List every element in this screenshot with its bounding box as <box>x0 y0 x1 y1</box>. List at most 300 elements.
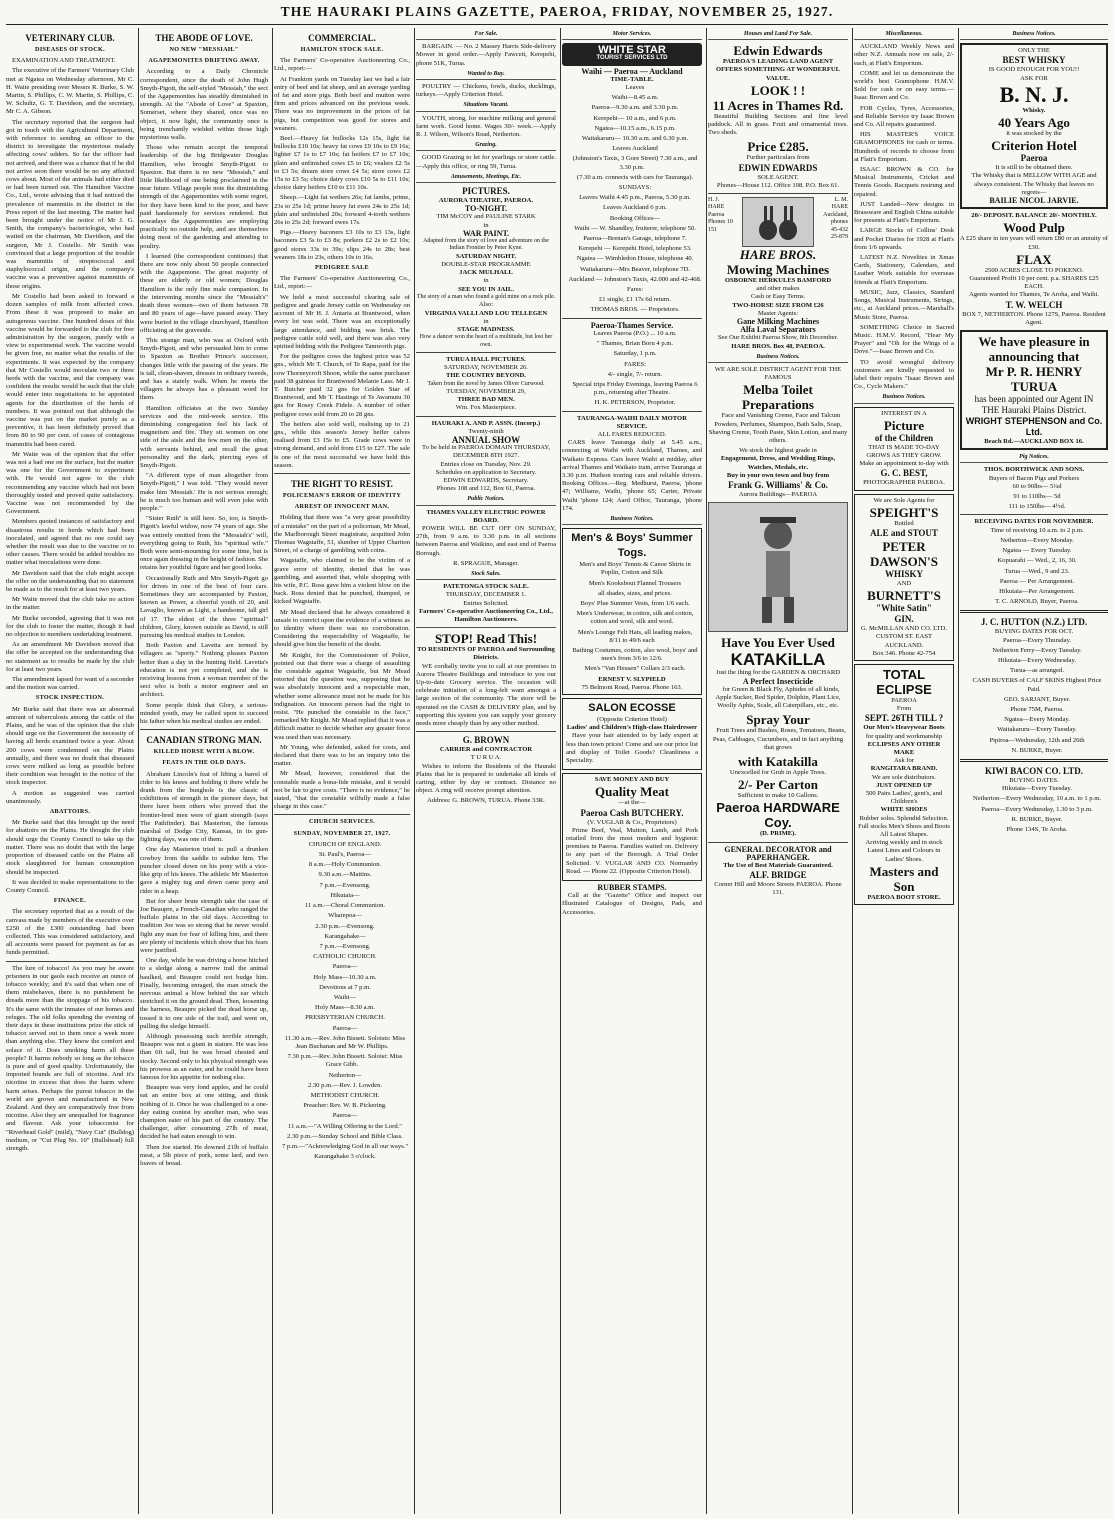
ad-line: It is still to be obtained there. <box>995 164 1073 172</box>
carton: 2/- Per Carton <box>738 777 818 793</box>
show-edition: Twenty-ninth <box>468 427 504 435</box>
article-title: VETERINARY CLUB. <box>25 33 115 43</box>
kiwi-buying: BUYING DATES. <box>1009 776 1059 784</box>
buying-line: Netherton—Every Wednesday, 10 a.m. to 1 p.m. <box>972 795 1102 803</box>
paragraph: Then Joe started. He downed 21lb of buffalo meat, a 5lb piece of pork, some lard, and two loaves of bread. <box>140 1143 268 1167</box>
ad-line: Boys' Plue Summer Vests, from 1/6 each. <box>580 599 690 607</box>
column-classifieds <box>416 28 561 1514</box>
section-label: Situations Vacant. <box>416 101 556 111</box>
ad-title: "White Satin" <box>876 603 932 614</box>
show-date: To be held in PAEROA DOMAIN THURSDAY, DECEMBER 8TH 1927. <box>422 444 550 460</box>
paragraph: The heifers also sold well, realising up to 21 gns., while this season's Jersey heifer calves realised from £3 15s to £5. Grade cows were in strong demand, and sold from £15 to £27. The sale is one of the most successful we have held this season. <box>274 420 410 469</box>
timetable-line: Booking Offices— <box>609 214 661 222</box>
timetable-line: Kerepehi— 10 a.m., and 6 p.m. <box>593 114 677 122</box>
ad-line: Whisky. <box>1022 106 1046 114</box>
timetable-line: THOMAS BROS. — Proprietors. <box>590 306 680 314</box>
cast: VIRGINIA VALLI AND LOU TELLEGEN <box>424 309 548 317</box>
church-line: Preacher: Rev. W. B. Pickering. <box>303 1102 387 1110</box>
paragraph: I learned (the correspondent continues) that there are now only about 50 people connected with the Agapemone. The great majority of these are elderly or old women; Douglas Hamilton is the only fine male companion. In the intervening months since the "Messiah's" death three women—two of them between 78 and 80 years of age—have passed away. They were buried in the village churchyard, Hamilton officiating at the graveside. <box>140 252 268 334</box>
gane: Gane Milking Machines <box>736 317 820 327</box>
route: Waihi — Paeroa — Auckland <box>581 66 683 76</box>
flax-text: 2500 ACRES CLOSE TO POKENO. <box>984 266 1084 274</box>
column-land <box>708 28 853 1514</box>
agent-sub: PAEROA'S LEADING LAND AGENT <box>722 58 834 66</box>
divider <box>416 731 556 732</box>
paragraph: At Frankton yards on Tuesday last we had a fair entry of beef and fat sheep, and an average yarding of fat and store pigs. Both beef and mutton were firm and prices advanced on the previous week. There was no improvement in the prices of fat pigs, but competition was good for stores and weaners. <box>274 75 410 132</box>
misc-item: LATEST N.Z. Novelties in Xmas Cards, Stationery, Calendars, and Leather Work suitable for overseas friends at Flatt's Emporium. <box>854 254 954 286</box>
church-line: Paeroa— <box>332 1112 358 1120</box>
offer: OFFERS SOMETHING AT WONDERFUL VALUE. <box>715 66 841 82</box>
ad-title: PETER DAWSON'S <box>870 538 938 569</box>
section-heading: FINANCE. <box>53 897 87 905</box>
ad-title: BEST WHISKY <box>1002 55 1066 66</box>
ad-line: Men's Lounge Felt Hats, all leading makes, 8/11 to 49/6 each <box>577 628 693 644</box>
show-secretary: EDWIN EDWARDS, Secretary. <box>443 476 529 484</box>
ad-title: Men's & Boys' Summer Togs. <box>571 532 693 560</box>
rubber-text: Call at the "Gazette" Office and inspect our Illustrated Catalogue of Designs, Pads, and Accessories. <box>562 892 702 916</box>
tobacco-ad: The lure of tobacco! As you may be aware prisoners in our gaols each receive an ounce of tobacco weekly; and it's said that when one of them misbehaves, there is no punishment he dreads more than the stoppage of his tobacco. It's the same with the inmates of our homes and refuges. The old folks spending the evening of their days in these institutions prize the stick of tobacco served out to them once a week more than anything else. They know the comfort and solace of it. Does smoking harm all these people? It harms nobody so long as the tobacco is pure and of good quality. Unfortunately, the imported brands are full of nicotine. And it's nicotine in excess that does the harm where harm arises. Perhaps the purest tobacco in the world are grown and manufactured in New Zealand. And they are comparatively free from nicotine. Also they are unequalled for fragrance and flavour. Ask your tobacconist for "Riverhead Gold" (mild), "Navy Cut" (Bulldog) medium, or "Cut Plug No. 10" (Bullshead) full strength. <box>6 964 134 1152</box>
timetable-heading: TIME-TABLE. <box>610 75 654 83</box>
divider <box>708 842 848 843</box>
timetable-line: Waihi — W. Shandley, fruiterer, telephone 50. <box>574 224 696 232</box>
melba: Melba Toilet Preparations <box>742 382 814 413</box>
paragraph: As an amendment Mr Davidson moved that the offer be accepted on the understanding that no statement as to results be made by the club for at least two years. <box>6 641 134 673</box>
classified: GOOD Grazing to let for yearlings or store cattle.—Apply this office, or ring 59, Turua. <box>416 154 556 170</box>
ad-title: of the Children <box>874 432 934 443</box>
paragraph: EXAMINATION AND TREATMENT. <box>12 57 116 65</box>
sale-date: THURSDAY, DECEMBER 1. <box>445 591 527 599</box>
church-line: 9.30 a.m.—Mattins. <box>318 871 372 879</box>
church-line: Karangahake 3 o'clock. <box>314 1153 376 1161</box>
paragraph: One day Masterton tried to pull a drunken cowboy from the saddle to subdue him. The puncher closed down on his pony with a vice-like grip of his knees. The athletic Mr Masterton gave a mighty tug and down came pony and rider in a heap. <box>140 846 268 895</box>
column-abode <box>140 28 273 1514</box>
receiving-line: T. C. ARNOLD, Buyer, Paeroa. <box>995 598 1079 606</box>
receiving-line: Paeroa — Per Arrangement. <box>999 577 1075 585</box>
paragraph: A motion as suggested was carried unanimously. <box>6 789 134 805</box>
paragraph: Mr Burke said that there was an abnormal amount of tuberculosis among the cattle of the Plains, and he was of the opinion that the club should urge on the Government the necessity of having all herds examined twice a year. About 200 cows were condemned on the Plains annually, and there was no doubt that diseased cows were milked as long as possible before their condition was brought to the notice of the stock inspector. <box>6 705 134 787</box>
divider <box>960 759 1108 762</box>
sale-title: PATETONGA STOCK SALE. <box>443 583 529 591</box>
welch-addr: BOX 7, NETHERTON. Phone 127S, Paeroa. Resident Agent. <box>962 310 1106 326</box>
timetable-line: Paeroa—Brenan's Garage, telephone 7. <box>583 235 687 243</box>
ad-title: Criterion Hotel <box>991 138 1077 154</box>
katakilla-sub: Just the thing for the GARDEN & ORCHARD <box>716 669 840 677</box>
ad-title: TOTAL ECLIPSE <box>876 666 932 697</box>
receiving-line: Hikutaia—Per Arrangement. <box>999 587 1075 595</box>
stock: We stock the highest grade in <box>739 447 817 455</box>
paragraph: For the pedigree cows the highest price was 52 gns., which Mr T. Church, of Te Rapa, paid for the cow Thorneycroft Shoon, while the same purchaser paid 38 guineas for Brantwood Melanie Lass. Mr J. T. Butcher paid 32 gns for Golden Star of Brantwood, and Mr T. Hastings of Te Awamutu 30 gns for Rosey Creek Fidele. A number of other pedigree cows sold from 20 to 28 gns. <box>274 353 410 418</box>
ad-line: RANGITARA BRAND. <box>870 765 938 773</box>
misc-item: HIS MASTER'S VOICE GRAMOPHONES for cash or terms. Hundreds of records to choose from at Flatt's Emporium. <box>854 131 954 163</box>
paragraph: But for sheer brute strength take the case of Joe Beaupre, a French-Canadian who ranged the buffalo plains in the old days. According to tradition Joe was so strong that he never would fight any man for fear of killing him, and there are plenty of incidents which show that his fears were justified. <box>140 897 268 954</box>
service-line: Saturday, 1 p.m. <box>613 350 657 358</box>
ad-line: G. McMILLAN AND CO. LTD. <box>860 625 948 633</box>
buying-line: Phone 75M, Paeroa. <box>1010 705 1064 713</box>
paragraph: Abraham Lincoln's feat of lifting a barrel of cider to his knees and holding it there while he drank from the bunghole is the classic of exhibitions of strength in the pioneer days, but there have been others who proved that the frontier-bred men were of giant strength (says The Pathfinder). Bat Masterton, the famous marshal of Dodge City, Kansas, in its gun-fighting days, was one of them. <box>140 770 268 844</box>
misc-item: TO avoid wrongful delivery customers are kindly requested to label their repairs "Isaac Brown and Co., Cycle Makers." <box>854 358 954 391</box>
ad-title: SEPT. 26TH TILL ? <box>864 713 944 724</box>
paragraph: This strange man, who was at Oxford with Smyth-Pigott, and who persuaded him to come to Spaxton as Brother Prince's successor, changes little with the passing of the years. He is tall, clean-shaven, dresses in ordinary tweeds, and has a stately walk. When he meets the villagers he always has a pleasant word for them. <box>140 336 268 402</box>
paragraph: Mr Costello had been asked to forward a dozen samples of milk from affected cows. From these it was proposed to make an autogenous vaccine. One hundred doses of this vaccine would be forwarded to the club for free administration by the surgeon, purely with a view to experimental work. The vaccine would be given free, no matter what the results of the experiments. It was expected by the company that Mr Costello would inoculate two or three herds with the vaccine, and the company was confident the results would be such that the club would enter into negotiations to be appointed agents for the distribution of the herds of numbers. It was pointed out that although the vaccine was put on the market purely as a preventive, it has been definitely proved that from 80 to 90 per cent. of cases of contagious mammitis had been cured. <box>6 292 134 448</box>
paragraph: Mr Burke said that this brought up the need for abattoirs on the Plains. He thought the club should urge the County Council to take up the matter. There was no doubt that with the large proportion of diseased cattle on the Plains all stock slaughtered for human consumption should be inspected. <box>6 819 134 876</box>
ad-line: Make an appointment to-day with <box>859 460 949 468</box>
ad-title: ALE and STOUT <box>870 527 938 538</box>
divider <box>274 473 410 474</box>
church-line: PRESBYTERIAN CHURCH. <box>305 1014 385 1022</box>
ad-line: Bathing Costumes, cotton, also wool, boys' and men's from 3/6 to 12/6. <box>572 646 698 663</box>
acres-text: Beautiful Building Sections and fine level paddock. All in grass. Fruit and ornamental trees. Two sheds. <box>708 112 848 137</box>
receiving-list <box>960 527 1108 607</box>
ad-sub: (V. VUGLAR & Co., Proprietors) <box>587 818 677 826</box>
article-subtitle: HAMILTON STOCK SALE. <box>300 46 384 53</box>
section-heading: STOCK INSPECTION. <box>35 694 105 702</box>
hall-title: TURUA HALL PICTURES. <box>446 355 526 363</box>
film-title: WAR PAINT. <box>462 228 510 238</box>
article-body <box>6 908 134 957</box>
spray: Spray Your <box>746 712 810 728</box>
film-in: in <box>483 277 489 285</box>
divider <box>960 514 1108 515</box>
ad-name: BAILIE NICOL JARVIE. <box>989 196 1079 206</box>
insect: A Perfect Insecticide <box>742 676 814 686</box>
master-agents: Master Agents: <box>757 309 799 317</box>
ad-line: IS GOOD ENOUGH FOR YOU!! <box>988 66 1080 74</box>
receiving-line: Turua —Wed., 9 and 23. <box>1004 567 1070 575</box>
divider <box>416 416 556 417</box>
church-line: Wharepoa— <box>328 912 362 920</box>
haveyou: Have You Ever Used <box>721 635 835 651</box>
buying-line: Netherton Ferry—Every Tuesday. <box>992 646 1082 654</box>
ad-lines <box>566 561 698 673</box>
brown-role: CARRIER and CONTRACTOR <box>439 746 533 754</box>
service-title: TAURANGA-WAIHI DAILY MOTOR SERVICE. <box>577 414 687 430</box>
assn-title: HAURAKI A. AND P. ASSN. (Incorp.) <box>431 419 541 427</box>
white-star-logo <box>562 43 702 65</box>
section-label: Business Notices. <box>960 30 1108 40</box>
paragraph: Mr Mead declared that he always considered it unsafe to convict upon the evidence of a witness as to identity where there was no corroboration. Considering the respectability of Wagstaffe, he should give him the benefit of the doubt. <box>274 608 410 649</box>
paragraph: Members quoted instances of satisfactory and disastrous results in herds which had been inoculated, and agreed that no one could say whether the result was due to the vaccine or to other causes. There would be added troubles no matter what inoculations were done. <box>6 518 134 567</box>
phones: Phones—House 112. Office 108. P.O. Box 61. <box>716 181 840 189</box>
church-line: Netherton— <box>328 1071 362 1079</box>
timetable-line: £1 single, £1 17s 6d return. <box>599 296 671 304</box>
ad-line: Men's Underwear, in cotton, silk and cotton, cotton and wool, silk and wool. <box>576 610 694 626</box>
general: GENERAL DECORATOR and PAPERHANGER. <box>724 844 832 862</box>
ad-at: —at the— <box>618 799 646 807</box>
horse: TWO-HORSE SIZE FROM £26 <box>732 301 824 309</box>
article-kicker: ARREST OF INNOCENT MAN. <box>294 503 390 511</box>
paragraph: Mr Mead, however, considered that the constable made a bona-fide mistake, and it would not be fair to give costs. "There is no evidence," he stated, "that the constable wilfully made a false charge in this case." <box>274 770 410 811</box>
ad-line: Men's "Van Heusen" Collars 2/3 each. <box>584 665 686 673</box>
church-line: 11 a.m.—Choral Communion. <box>304 902 386 910</box>
rings: Engagement, Dress, and Wedding Rings, Watches, Medals, etc. <box>720 455 836 471</box>
best-ad <box>854 407 954 491</box>
ad-line: Beach Rd.—AUCKLAND BOX 16. <box>984 438 1084 446</box>
paragraph: Hamilton officiates at the two Sunday services and the mid-week service. His diminishing congregation feel his lack of magnetism and fire. They sit women on one side of the aisle and the few men on the other, with servants behind, and recall the great personality and the dark, piercing eyes of Smyth-Pigott. <box>140 404 268 469</box>
film-title: STAGE MADNESS. <box>457 325 515 333</box>
ad-text: Prime Beef, Veal, Mutton, Lamb, and Pork retailed from the most modern and hygienic premises in Paeroa. Families waited on. Delivery to any part of the Borough. A Trial Order Solicited. V. VUGLAR AND CO. Normanby Road. — Phone 22. (Opposite Criterion Hotel). <box>566 826 698 875</box>
katakilla: KATAKiLLA <box>730 650 826 670</box>
buying-line: N. BURKE, Buyer. <box>1011 746 1063 754</box>
hare-brand: HARE BROS. <box>739 247 817 263</box>
divider <box>708 193 848 194</box>
deposit: 20/- DEPOSIT. BALANCE 20/- MONTHLY. <box>971 212 1097 220</box>
timetable-line: (Johnston's Taxis, 3 Gore Street) 7.30 a.m., and 3.30 p.m. <box>572 155 698 171</box>
paragraph: "Sister Ruth" is still here. So, too, is Smyth-Pigott's lawful widow, now 74 years of age. She was entirely omitted from the "Messiah's" will, everything going to Ruth, his "spiritual wife." Both were semi-mourning for some time, but is once again dressing in the height of fashion. She retains her youthful figure and her good looks. <box>140 515 268 572</box>
paragraph: Mr Young, who defended, asked for costs, and declared that there was to be an inquiry into the matter. <box>274 743 410 768</box>
acres: 11 Acres in Thames Rd. <box>712 97 844 113</box>
paragraph: The secretary reported that the surgeon had got in touch with the Agricultural Department, with reference to sending an officer to the district to investigate the mysterious malady affecting cows' udders. So far the officer had not arrived, and there was a chance that if he did not arrive soon there would be no any affected cows about. Most of the animals had either died or had been turned out. The Hamilton Vaccine Co., Ltd., wrote advising that it had noticed the prevalence of mammitis in the district in the Press report of the last meeting. The matter had been brought under the notice of Mr J. G. Smith, the company's bacteriologist, who had waited on the chairman, Mr Davidson, and the surgeon, Mr J. Costello. Mr Smith was convinced that a large proportion of the trouble was mammitis of streptococcal and staphylococcal origin, and the company's vaccine was a preventive against mammitis of those origins. <box>6 118 134 290</box>
article-body <box>140 68 268 726</box>
ad-line: INTEREST IN A <box>881 409 927 417</box>
church-line: Paeroa— <box>332 963 358 971</box>
church-line: Paeroa— <box>332 1024 358 1032</box>
timetable-line: Kerepehi — Kerepehi Hotel, telephone 53. <box>578 245 692 253</box>
church-line: 11.30 a.m.—Rev. John Bissett. Soloists: Miss Jean Buchanan and Mr W. Phillips. <box>284 1034 406 1050</box>
classified: POULTRY — Chickens, fowls, ducks, ducklings, turkeys.—Apply Criterion Hotel. <box>416 83 556 99</box>
sale-entries: Entries Solicited. <box>463 599 509 607</box>
sale-auctioneer: Farmers' Co-operative Auctioneering Co., Ltd., Hamilton Auctioneers. <box>419 607 553 624</box>
ad-line: Men's Kooksbout Flannel Trousers <box>588 579 682 587</box>
ad-line: it was stocked by the <box>1006 130 1062 138</box>
logo-text: WHITE STAR <box>598 44 666 57</box>
notice-title: THAMES VALLEY ELECTRIC POWER BOARD. <box>426 508 546 524</box>
misc-item: JUST Landed—New designs in Brassware and English China suitable for presents at Flatt's Emporium. <box>854 200 954 225</box>
section-label: Houses and Land For Sale. <box>708 30 848 40</box>
ad-line: ONLY THE <box>1018 47 1050 55</box>
ad-kicker: SAVE MONEY AND BUY <box>594 776 670 784</box>
ad-name: Paeroa Cash BUTCHERY. <box>580 807 684 818</box>
section-heading: ABATTOIRS. <box>49 808 91 816</box>
article-body <box>6 819 134 895</box>
section-label: For Sale. <box>416 30 556 40</box>
hutton: J. C. HUTTON (N.Z.) LTD. <box>980 617 1088 628</box>
article-kicker: AGAPEMONITES DRIFTING AWAY. <box>148 57 260 65</box>
ad-title: BURNETT'S <box>867 588 941 604</box>
paragraph: It was decided to make representations to the County Council. <box>6 878 134 894</box>
ad-sub: Ladies' and Children's High-class Hairdresser <box>566 724 698 732</box>
column-commercial <box>274 28 415 1514</box>
ad-title: WHISKY <box>884 568 923 579</box>
pictures-heading: PICTURES. <box>462 186 510 197</box>
paragraph: Occasionally Ruth and Mrs Smyth-Pigott go for drives in one of the best of four cars. Sometimes they are accompanied by Paxton, known as Power, a cheerful youth of 20, and Lavaglio, known as Light, a handsome, tall girl of 17. The eldest of the three "spiritual" children, Glory, known outside as David, is still pursuing his medical studies in London. <box>140 574 268 640</box>
timetable-line: Waitakaruru—Mrs Beaver, telephone 7D. <box>580 265 690 273</box>
notice-sign: R. SPRAGUE, Manager. <box>453 559 519 567</box>
classified: YOUTH, strong, for machine milking and general farm work. Good home. Wages 30/- week.—Apply R. J. Wilson, Wilson's Road, Netherton. <box>416 114 556 139</box>
church-line: 7 p.m.—Evensong. <box>319 881 371 889</box>
church-list <box>274 841 410 1162</box>
ad-line: JUST OPENED UP <box>876 781 932 789</box>
article-subtitle: KILLED HORSE WITH A BLOW. <box>153 748 255 756</box>
mowing: Mowing Machines <box>726 262 830 278</box>
ad-title: SPEIGHT'S <box>869 504 939 520</box>
church-line: Holy Mass—10.30 a.m. <box>313 973 377 981</box>
ad-title: 40 Years Ago <box>998 115 1070 131</box>
church-line: 7 p.m.—"Acknowledging God in all our ways." <box>281 1142 409 1150</box>
column-misc <box>854 28 959 1514</box>
paragraph: Pigs.—Heavy baconers £3 10s to £3 13s, light baconers £3 5s to £3 8s; porkers £2 2s to £2 10s; good stores 33s to 39s; slips 24s to 28s; best weaners 18s to 23s, others 10s to 16s. <box>274 229 410 261</box>
hare-box: HARE BROS. Box 48, PAEROA. <box>731 342 825 350</box>
pulp-text: A £25 share in ten years will return £80 or an annuity of £30. <box>960 235 1108 251</box>
ad-title: GIN. <box>894 614 914 625</box>
brown-place: T U R U A. <box>470 754 502 762</box>
misc-item: LARGE Stocks of Collins' Desk and Pocket Diaries for 1928 at Flatt's from 1/6 upwards. <box>854 227 954 251</box>
film-in: in <box>483 221 489 229</box>
hare-right: L. M. HARE Auckland, phones 45-432 25-879 <box>823 197 848 241</box>
article-body <box>6 706 134 806</box>
church-date: SUNDAY, NOVEMBER 27, 1927. <box>293 829 391 837</box>
section-label: Stock Sales. <box>416 570 556 580</box>
paragraph: The Farmers' Co-operative Auctioneering Co., Ltd., report:— <box>274 275 410 291</box>
buying-line: R. BURKE, Buyer. <box>1011 815 1063 823</box>
timetable-line: Leaves Auckland <box>612 145 658 153</box>
show-schedules: Schedules on application to Secretary. <box>435 468 537 476</box>
paragraph: One day, while he was driving a horse hitched to a sledge along a narrow trail the animal baulked, and Beaupre could not budge him. Finally, becoming enraged, the man struck the nervous animal a blow behind the ear which stretched it on the ground dead. Then, loosening the harness, Beaupre picked the dead horse up, tossed it to one side of the trail, and went on, pulling the sledge himself. <box>140 957 268 1030</box>
paragraph: Mr Waite was of the opinion that the offer was not a bad one on the surface, but the matter was one for the Government to experiment with. He would not agree to the club recommending any vaccine which had not been thoroughly tested and proved quite satisfactory. Vaccine was not recommended by the Government. <box>6 450 134 516</box>
kiwi-list <box>960 785 1108 834</box>
hall-date: SATURDAY, NOVEMBER 26. <box>444 364 528 372</box>
bridge: ALF. BRIDGE <box>749 870 807 881</box>
ad-address: 75 Belmont Road, Paeroa. Phone 163. <box>581 683 683 691</box>
kiwi: KIWI BACON CO. LTD. <box>985 765 1083 776</box>
hutton-list <box>960 637 1108 755</box>
ad-line: Men's and Boys' Tennis & Canoe Shirts in Poplin, Cotton and Silk <box>579 561 691 577</box>
paragraph: Both Paxton and Lavetta are termed by villagers as "sporty." Nothing pleases Paxton better than a day in the hunting field. Lavetta's education is not yet completed, and she is receiving lessons from a woman member of the sect who is both a motor engineer and an architect. <box>140 642 268 699</box>
timetable-line: Waitakaruru— 10.30 a.m. and 6.30 p.m. <box>581 135 689 143</box>
prime: (D. PRIME). <box>759 830 797 838</box>
bnj-ad <box>960 43 1108 209</box>
section-label: Miscellaneous. <box>854 30 954 40</box>
divider <box>416 352 556 353</box>
ad-line: Full stocks Men's Shoes and Boots All Latest Shapes. <box>858 822 950 839</box>
rabbits-image <box>742 197 814 247</box>
film-title: SEE YOU IN JAIL. <box>458 285 514 293</box>
rate-line: 91 to 110lbs— 5d <box>1013 493 1061 501</box>
hall-date: TUESDAY, NOVEMBER 29, <box>446 387 526 395</box>
gallons: Sufficient to make 10 Gallons. <box>737 792 819 800</box>
buying-line: Hikutaia—Every Wednesday. <box>997 656 1077 664</box>
paragraph: Although possessing such terrible strength, Beaupre was not a giant in stature. He was less than 6ft tall, but he was broad chested and stocky. Second only to his physical strength was his prowess as an eater, and he could have been famous for his appetite for nothing else. <box>140 1032 268 1081</box>
timetable-line: Leaves Auckland 6 p.m. <box>603 204 667 212</box>
timetable-line: (7.30 a.m. connects with cars for Tauranga). <box>576 173 694 181</box>
flax: FLAX <box>1016 251 1052 267</box>
rubber-title: RUBBER STAMPS. <box>597 883 667 893</box>
film-title: THE COUNTRY BEYOND. <box>446 372 526 380</box>
timetable-line: Ngatea — Wimbledon House, telephone 40. <box>576 255 694 263</box>
section-label <box>416 626 556 628</box>
ad-name: Masters and Son <box>869 863 939 894</box>
ad-line: The Whisky that is MELLOW WITH AGE and always consistent. The Whisky that leaves no regrets— <box>971 172 1097 196</box>
service-line: Special trips Friday Evenings, leaving Paeroa 6 p.m., returning after Theatre. <box>572 380 698 397</box>
section-label: Pig Notices. <box>960 453 1108 463</box>
speight-ad <box>854 494 954 661</box>
buying-line: CASH BUYERS of CALF SKINS Highest Price Paid. <box>972 677 1102 693</box>
eclipse-ad <box>854 664 954 905</box>
with: with Katakilla <box>738 753 818 769</box>
paragraph: "A different type of man altogether from Smyth-Pigott," I was told. "They would never make him 'Messiah.' He is not serious enough; he is much too human and will even joke with people." <box>140 472 268 512</box>
section-label: Business Notices. <box>854 393 954 403</box>
film-note: The story of a man who found a gold mine on a rock pile. <box>416 293 556 300</box>
paragraph: The amendment lapsed for want of a seconder and the motion was carried. <box>6 676 134 692</box>
article-title: CANADIAN STRONG MAN. <box>146 735 262 746</box>
bridge-addr: Corner Hill and Moore Streets PAEROA. Phone 131. <box>714 881 842 897</box>
church-line: 7.30 p.m.—Rev. John Bissett. Soloist: Miss Grace Gibb. <box>287 1053 403 1069</box>
church-line: Karangahake— <box>324 932 366 940</box>
divider <box>562 411 702 412</box>
paragraph: Beef.—Heavy fat bullocks 12s 15s, light fat bullocks £10 10s; heavy fat cows £9 10s to £9 16s; lighter £7 1s to £7 10s; fat heifers £7 to £7 10s; plain and unfinished cows £5 to £6; vealers £2 5s to £3 5s; dream store cows £4 5s; store cows £2 15s to £3 5s; choice dairy cows £10 5s to £11 10s; choice dairy heifers £10 to £11 10s. <box>274 135 410 192</box>
guaranteed: Guaranteed Profit 10 per cent. p.a. SHARES £25 EACH. <box>969 275 1099 291</box>
agent-name-2: EDWIN EDWARDS <box>738 162 818 173</box>
column-veterinary <box>6 28 139 1514</box>
divider <box>960 610 1108 613</box>
section-label: Wanted to Buy. <box>416 70 556 80</box>
ad-line: for quality and workmanship <box>865 732 943 740</box>
katakilla-illustration <box>708 502 848 632</box>
film-note: Taken from the novel by James Oliver Curwood. <box>427 380 545 387</box>
paragraph: The executive of the Farmers' Veterinary Club met at Ngatea on Wednesday afternoon, Mr C. H. Waite presiding over Messrs R. Burke, S. W. Martin, S. Phillips, C. W. Martin, S. Phillips, C. W. Schultz, G. T. Davidson, and the secretary, Mr C. A. Gibson. <box>6 67 134 116</box>
timetable-line: Leaves Waihi 4.45 p.m., Paeroa, 5.30 p.m. <box>579 194 691 202</box>
misc-item: SOMETHING Choice in Sacred Music. H.M.V. Record, "Hear My Prayer" and "Oh for the Wings of a Dove."—Isaac Brown and Co. <box>854 323 954 356</box>
ad-line: Box 346. Phone 42-754 <box>872 649 936 657</box>
ad-title: We have pleasure in announcing that <box>978 334 1090 365</box>
service-line: Leaves Paeroa (P.O.) ... 10 a.m. <box>593 329 677 337</box>
saturday: SATURDAY NIGHT. <box>455 252 517 260</box>
cast: JACK MULHALL <box>459 269 513 277</box>
paragraph: Holding that there was "a very great possibility of a mistake" on the part of a policeman, Mr Mead, the Marlborough Street magistrate, acquitted John Thomas Wagstaffe, 51, slumber of Upper Chariton Street, of a charge of gambling with coins. <box>274 514 410 555</box>
timetable-line: Leaves <box>625 84 645 92</box>
alfa: Alfa Laval Separators <box>740 325 816 335</box>
masthead-rule <box>6 24 1108 25</box>
paragraph: Beaupre was very fond apples, and he could eat an entire box at one sitting, and think nothing of it. Once he was challenged to a one-day eating contest by another man, who was champion eater of his part of the country. The challenger, after consuming 27lb of meat, decided he had eaten enough to win. <box>140 1084 268 1141</box>
article-body <box>274 57 410 262</box>
brown-address: Address: G. BROWN, TURUA. Phone 33R. <box>427 797 545 805</box>
service-lines <box>562 330 702 408</box>
paragraph: According to a Daily Chronicle correspondent, since the death of John Hugh Smyth-Pigott, the self-styled "Messiah," the sect of the Agapemonites has steadily diminished in strength. At the "Abode of Love" at Spaxton, Somerset, where they shared, once was no object, it now light, the community once is being trenchantly wielded within those high mysterious walls. <box>140 68 268 142</box>
film-note: How a dancer won the heart of a multitude, but lost her own. <box>419 334 553 348</box>
ad-line: We are Sole Agents for <box>873 496 935 504</box>
service-line: 4/- single, 7/- return. <box>607 370 663 378</box>
article-subtitle: DISEASES OF STOCK. <box>35 46 105 53</box>
buying-line: Turua—as arranged. <box>1010 667 1064 675</box>
buying-line: Paeroa—Every Wednesday, 1.30 to 3 p.m. <box>981 805 1093 813</box>
unexcelled: Unexcelled for Grub in Apple Trees. <box>729 768 827 776</box>
exhibit: See Our Exhibit Paeroa Show, 8th December. <box>717 334 839 342</box>
divider <box>562 318 702 319</box>
article-body <box>140 771 268 1169</box>
buyers: Buyers of Bacon Pigs and Porkers <box>988 474 1080 482</box>
paragraph: Those who remain accept the temporal leadership of the big Bridgwater Douglas Hamilton, who brought Smyth-Pigott to Spaxton. But there is no new "Messiah," and little likelihood of one being proclaimed in the near future. Village people note the diminishing strength of the Agapemonites with some regret, for they have been kind to the poor, and have paid handsomely for services rendered. But nowadays the Agapemonites are employing practically no outside help, and are themselves doing most of the gardening and attending to poultry. <box>140 144 268 250</box>
brown-name: G. BROWN <box>462 735 510 746</box>
ad-name: G. C. BEST, <box>880 468 928 479</box>
paragraph: Wagstaffe, who claimed to be the victim of a grave error of identity, denied that he was gambling, and asserted that, while shopping with his wife, P.C. Ross gave him a violent blow on the back. Ross denied that he punched, thumped, or kicked Wagstaffe. <box>274 557 410 606</box>
hare-header <box>708 197 848 247</box>
buy: Buy in your own town and buy from <box>726 471 830 479</box>
ad-line: WHITE SHOES <box>880 806 928 814</box>
show-phone: Phones 108 and 112, Box 61, Paeroa. <box>436 485 536 493</box>
ad-title: Picture <box>883 417 925 433</box>
buying-line: Ngatea—Every Monday. <box>1004 716 1070 724</box>
receiving-line: Ngatea — Every Tuesday. <box>1002 547 1072 555</box>
borthwick: THOS. BORTHWICK AND SONS. <box>983 466 1085 474</box>
timetable-line: Paeroa—9.30 a.m. and 3.30 p.m. <box>591 104 679 112</box>
article-title: THE ABODE OF LOVE. <box>155 33 253 43</box>
misc-list <box>854 43 954 391</box>
paragraph: Mr Davidson said that the club might accept the offer on the understanding that no statement be made as to the result for at least two years. <box>6 569 134 593</box>
ad-name: ERNEST V. SLYPIELD <box>598 675 666 683</box>
ad-sub: (Opposite Criterion Hotel) <box>597 716 667 723</box>
sole-district: WE ARE SOLE DISTRICT AGENT FOR THE FAMOUS <box>714 366 842 382</box>
ad-line: Paeroa <box>1020 153 1048 164</box>
ad-line: PAEROA <box>891 696 917 704</box>
